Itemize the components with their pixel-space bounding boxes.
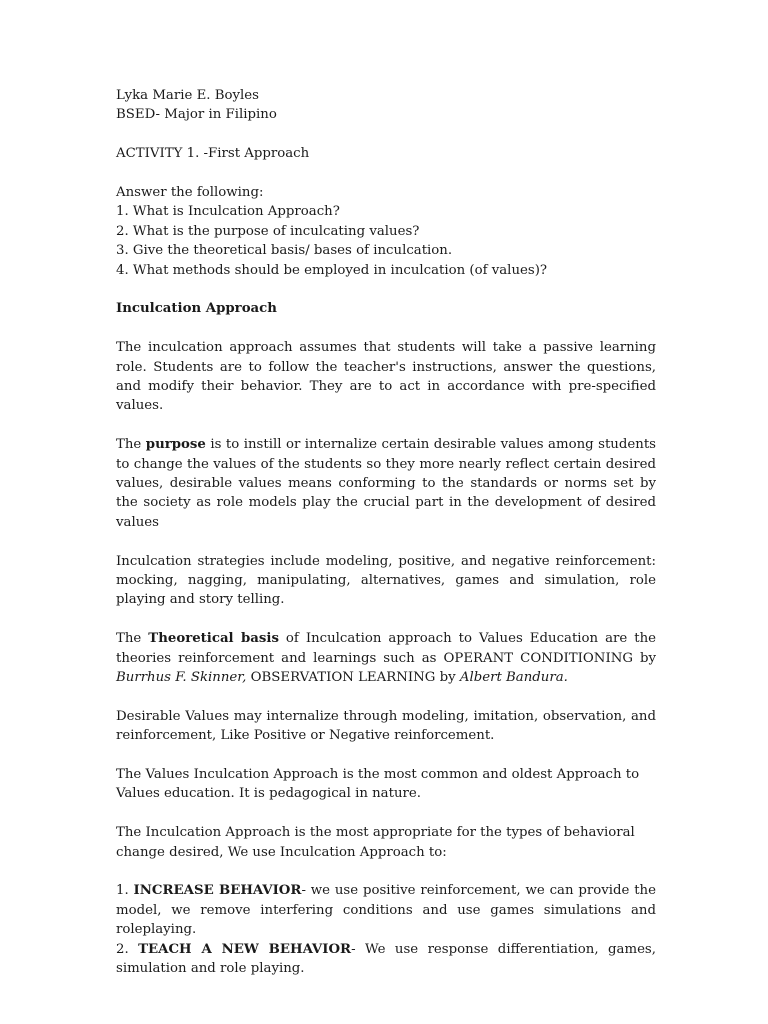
section-heading-text: Inculcation Approach: [116, 301, 277, 317]
section-heading: [116, 299, 656, 318]
document-page: [116, 86, 656, 979]
author-name: Lyka Marie E. Boyles: [116, 88, 259, 103]
behavior-item: [116, 940, 656, 979]
theory-mid1: of Inculcation approach to Values Education are the theories reinforcement and learnings such as OPERANT CONDITIONING by: [116, 631, 657, 666]
paragraph-appropriate: The Inculcation Approach is the most appropriate for the types of behavioral change desired, We use Inculcation Approach to:: [116, 825, 635, 860]
paragraph-desirable-values: Desirable Values may internalize through modeling, imitation, observation, and reinforcement, Like Positive or Negative reinforcement.: [116, 708, 656, 744]
paragraph-passive-role: The inculcation approach assumes that students will take a passive learning role. Students are to follow the teacher's instructions, answer the questions, and modify their behavior. They are to act in accordance with pre-specified values.: [116, 340, 656, 414]
behavior-bold: INCREASE BEHAVIOR: [133, 883, 302, 899]
author-course: BSED- Major in Filipino: [116, 107, 277, 123]
activity-title: ACTIVITY 1. -First Approach: [116, 146, 310, 162]
theory-bandura: Albert Bandura.: [459, 670, 568, 686]
question-item: 1. What is Inculcation Approach?: [116, 204, 340, 220]
theory-skinner: Burrhus F. Skinner,: [116, 670, 247, 686]
theory-pre: The: [116, 631, 149, 647]
paragraph-theoretical-basis: [116, 629, 656, 687]
paragraph-purpose: [116, 435, 656, 532]
questions-intro: Answer the following:: [116, 185, 264, 200]
theory-bold: Theoretical basis: [148, 631, 279, 647]
question-item: 4. What methods should be employed in inculcation (of values)?: [116, 262, 548, 278]
paragraph-purpose-post: is to instill or internalize certain desirable values among students to change the values of the students so they more nearly reflect certain desired values, desirable values means conforming to the standards or norms set by the society as role models play the crucial part in the development of desired values: [116, 437, 656, 530]
behavior-num: 2.: [116, 941, 139, 957]
behavior-rest: - We use response differentiation, games, simulation and role playing.: [116, 941, 656, 977]
behavior-rest: - we use positive reinforcement, we can provide the model, we remove interfering conditions and use games simulations and roleplaying.: [116, 883, 656, 938]
paragraph-purpose-pre: The: [116, 437, 146, 453]
theory-mid2: OBSERVATION LEARNING by: [246, 670, 460, 686]
behavior-item: [116, 881, 656, 939]
paragraph-strategies: Inculcation strategies include modeling, positive, and negative reinforcement: mocking, nagging, manipulating, alternatives, games and simulation, role playing and story telling.: [116, 553, 656, 608]
paragraph-oldest-approach: The Values Inculcation Approach is the most common and oldest Approach to Values education. It is pedagogical in nature.: [116, 767, 640, 802]
question-item: 3. Give the theoretical basis/ bases of inculcation.: [116, 243, 453, 259]
question-item: 2. What is the purpose of inculcating values?: [116, 223, 420, 239]
paragraph-purpose-bold: purpose: [145, 437, 206, 453]
behavior-num: 1.: [116, 883, 134, 899]
behavior-bold: TEACH A NEW BEHAVIOR: [138, 941, 352, 957]
